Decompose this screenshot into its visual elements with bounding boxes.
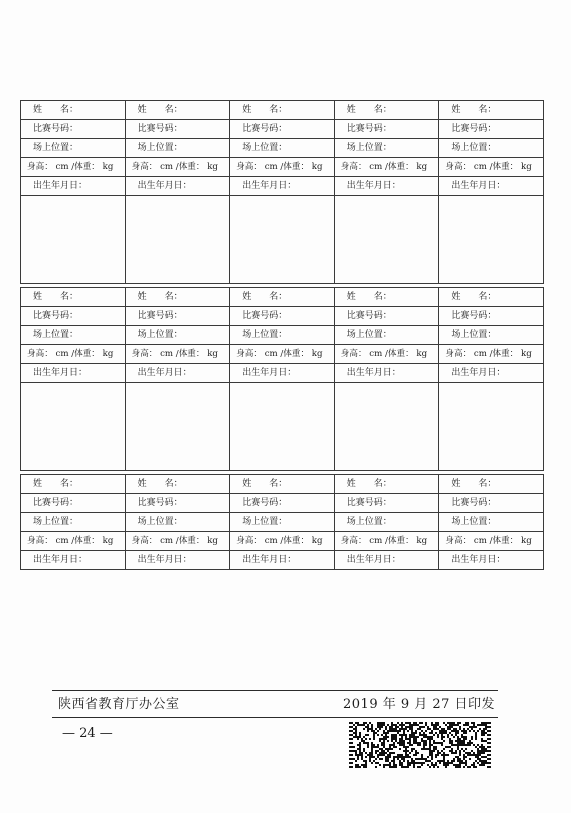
position-row bbox=[21, 326, 544, 345]
number-label: 比赛号码： bbox=[230, 307, 335, 326]
birthdate-label: 出生年月日： bbox=[230, 364, 335, 383]
name-label: 姓 名： bbox=[439, 288, 544, 307]
number-label: 比赛号码： bbox=[125, 307, 230, 326]
height-weight-label: 身高： cm /体重： kg bbox=[230, 532, 335, 551]
position-label: 场上位置： bbox=[230, 326, 335, 345]
number-label: 比赛号码： bbox=[21, 120, 126, 139]
birthdate-label: 出生年月日： bbox=[125, 177, 230, 196]
issuing-office: 陕西省教育厅办公室 bbox=[58, 697, 180, 712]
height-weight-label: 身高： cm /体重： kg bbox=[439, 345, 544, 364]
photo-row bbox=[21, 196, 544, 284]
name-label: 姓 名： bbox=[125, 475, 230, 494]
name-label: 姓 名： bbox=[21, 288, 126, 307]
name-label: 姓 名： bbox=[125, 101, 230, 120]
number-row bbox=[21, 494, 544, 513]
position-label: 场上位置： bbox=[230, 513, 335, 532]
height-weight-label: 身高： cm /体重： kg bbox=[230, 345, 335, 364]
colophon-bottom-rule bbox=[52, 717, 498, 718]
birthdate-label: 出生年月日： bbox=[21, 364, 126, 383]
birthdate-label: 出生年月日： bbox=[439, 551, 544, 570]
height-weight-label: 身高： cm /体重： kg bbox=[125, 532, 230, 551]
position-row bbox=[21, 513, 544, 532]
name-label: 姓 名： bbox=[334, 475, 439, 494]
height-weight-label: 身高： cm /体重： kg bbox=[439, 532, 544, 551]
photo-box bbox=[21, 196, 126, 284]
height-weight-row bbox=[21, 532, 544, 551]
number-label: 比赛号码： bbox=[21, 307, 126, 326]
number-label: 比赛号码： bbox=[439, 307, 544, 326]
position-label: 场上位置： bbox=[21, 139, 126, 158]
position-label: 场上位置： bbox=[125, 513, 230, 532]
number-label: 比赛号码： bbox=[125, 120, 230, 139]
position-label: 场上位置： bbox=[21, 326, 126, 345]
photo-box bbox=[230, 196, 335, 284]
position-row bbox=[21, 139, 544, 158]
birthdate-label: 出生年月日： bbox=[230, 551, 335, 570]
height-weight-label: 身高： cm /体重： kg bbox=[21, 532, 126, 551]
number-label: 比赛号码： bbox=[230, 494, 335, 513]
birthdate-label: 出生年月日： bbox=[439, 364, 544, 383]
birthdate-label: 出生年月日： bbox=[21, 551, 126, 570]
position-label: 场上位置： bbox=[125, 139, 230, 158]
birthdate-label: 出生年月日： bbox=[230, 177, 335, 196]
name-row bbox=[21, 475, 544, 494]
name-row bbox=[21, 288, 544, 307]
photo-box bbox=[125, 383, 230, 471]
height-weight-label: 身高： cm /体重： kg bbox=[125, 345, 230, 364]
birthdate-label: 出生年月日： bbox=[439, 177, 544, 196]
page-number: — 24 — bbox=[62, 726, 113, 741]
height-weight-label: 身高： cm /体重： kg bbox=[334, 345, 439, 364]
name-row bbox=[21, 101, 544, 120]
birthdate-row bbox=[21, 364, 544, 383]
photo-box bbox=[230, 383, 335, 471]
height-weight-label: 身高： cm /体重： kg bbox=[125, 158, 230, 177]
height-weight-label: 身高： cm /体重： kg bbox=[230, 158, 335, 177]
photo-box bbox=[334, 383, 439, 471]
name-label: 姓 名： bbox=[230, 101, 335, 120]
number-label: 比赛号码： bbox=[21, 494, 126, 513]
name-label: 姓 名： bbox=[230, 475, 335, 494]
player-card-grid bbox=[20, 474, 544, 570]
name-label: 姓 名： bbox=[125, 288, 230, 307]
name-label: 姓 名： bbox=[439, 475, 544, 494]
position-label: 场上位置： bbox=[439, 326, 544, 345]
number-label: 比赛号码： bbox=[334, 307, 439, 326]
birthdate-label: 出生年月日： bbox=[334, 364, 439, 383]
birthdate-label: 出生年月日： bbox=[334, 177, 439, 196]
position-label: 场上位置： bbox=[125, 326, 230, 345]
height-weight-row bbox=[21, 158, 544, 177]
position-label: 场上位置： bbox=[230, 139, 335, 158]
name-label: 姓 名： bbox=[230, 288, 335, 307]
height-weight-label: 身高： cm /体重： kg bbox=[439, 158, 544, 177]
birthdate-label: 出生年月日： bbox=[125, 364, 230, 383]
issue-date: 2019 年 9 月 27 日印发 bbox=[343, 697, 496, 712]
player-card-grid bbox=[20, 287, 544, 471]
position-label: 场上位置： bbox=[334, 139, 439, 158]
player-card-grid bbox=[20, 100, 544, 284]
photo-box bbox=[21, 383, 126, 471]
height-weight-label: 身高： cm /体重： kg bbox=[21, 345, 126, 364]
photo-box bbox=[439, 196, 544, 284]
position-label: 场上位置： bbox=[439, 139, 544, 158]
colophon-top-rule bbox=[52, 690, 498, 691]
name-label: 姓 名： bbox=[334, 288, 439, 307]
name-label: 姓 名： bbox=[21, 101, 126, 120]
number-label: 比赛号码： bbox=[334, 494, 439, 513]
number-label: 比赛号码： bbox=[439, 494, 544, 513]
position-label: 场上位置： bbox=[334, 513, 439, 532]
name-label: 姓 名： bbox=[334, 101, 439, 120]
photo-box bbox=[334, 196, 439, 284]
photo-box bbox=[125, 196, 230, 284]
name-label: 姓 名： bbox=[21, 475, 126, 494]
birthdate-row bbox=[21, 551, 544, 570]
number-label: 比赛号码： bbox=[125, 494, 230, 513]
number-row bbox=[21, 120, 544, 139]
birthdate-label: 出生年月日： bbox=[21, 177, 126, 196]
number-label: 比赛号码： bbox=[230, 120, 335, 139]
position-label: 场上位置： bbox=[21, 513, 126, 532]
position-label: 场上位置： bbox=[334, 326, 439, 345]
birthdate-label: 出生年月日： bbox=[125, 551, 230, 570]
barcode-icon bbox=[349, 722, 491, 768]
number-label: 比赛号码： bbox=[334, 120, 439, 139]
number-label: 比赛号码： bbox=[439, 120, 544, 139]
birthdate-label: 出生年月日： bbox=[334, 551, 439, 570]
height-weight-row bbox=[21, 345, 544, 364]
name-label: 姓 名： bbox=[439, 101, 544, 120]
height-weight-label: 身高： cm /体重： kg bbox=[334, 158, 439, 177]
number-row bbox=[21, 307, 544, 326]
photo-row bbox=[21, 383, 544, 471]
birthdate-row bbox=[21, 177, 544, 196]
height-weight-label: 身高： cm /体重： kg bbox=[334, 532, 439, 551]
photo-box bbox=[439, 383, 544, 471]
position-label: 场上位置： bbox=[439, 513, 544, 532]
height-weight-label: 身高： cm /体重： kg bbox=[21, 158, 126, 177]
